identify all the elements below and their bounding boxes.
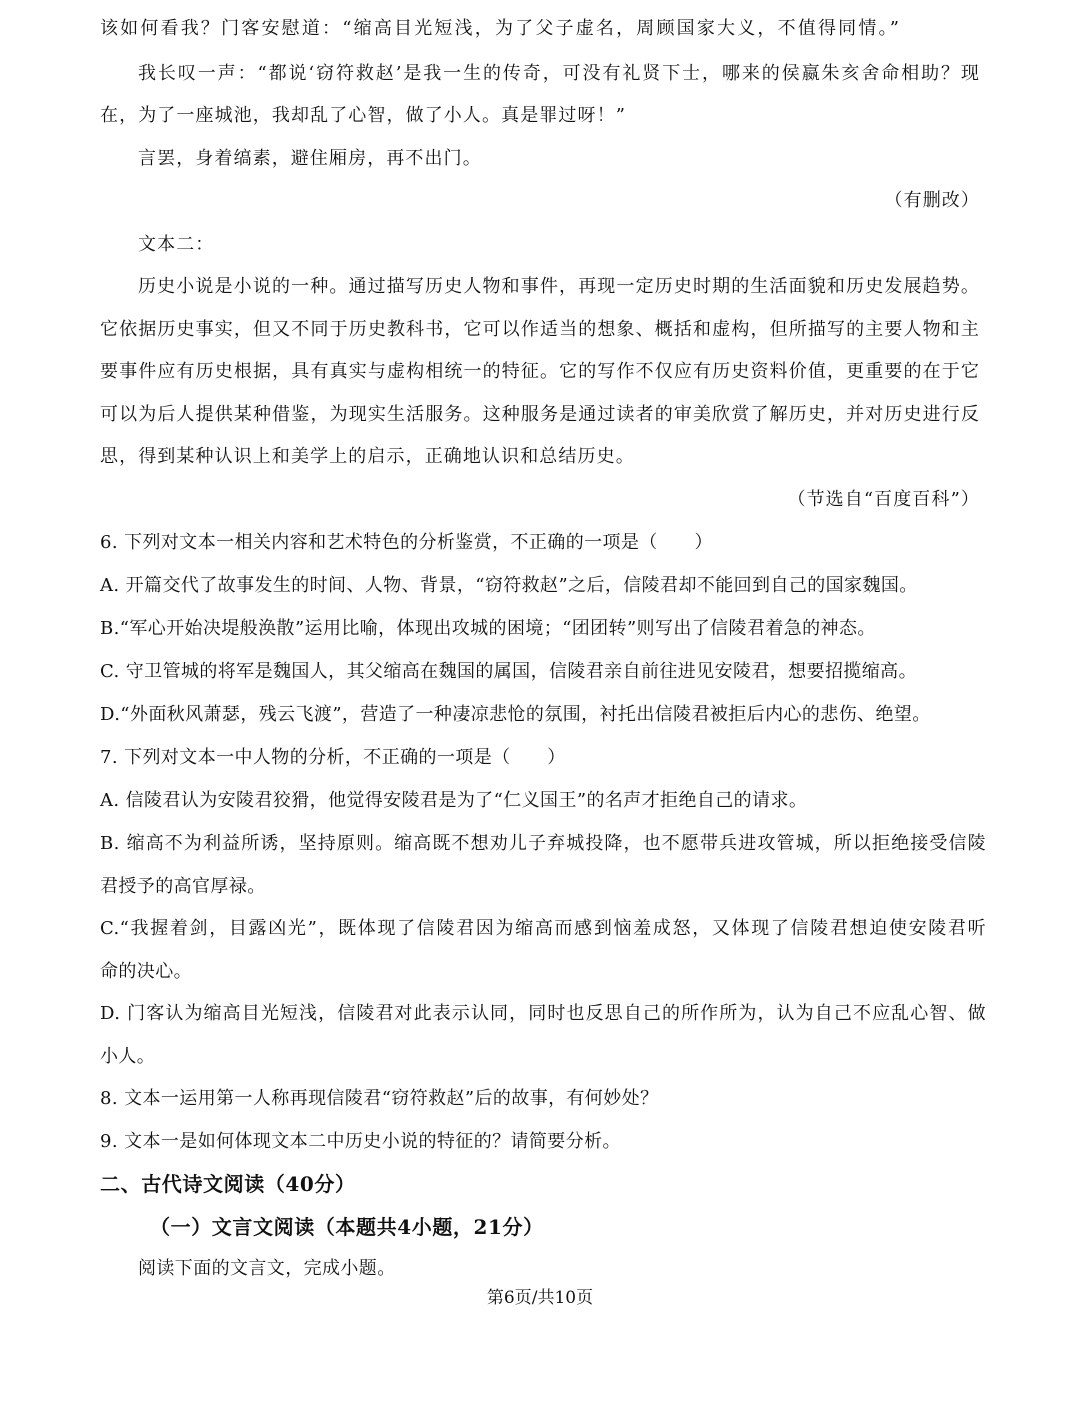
text2-line-1: 历史小说是小说的一种。通过描写历史人物和事件，再现一定历史时期的生活面貌和历史发展趋势。 <box>138 276 980 297</box>
section-instruction: 阅读下面的文言文，完成小题。 <box>138 1258 396 1279</box>
question-7-option-a: A. 信陵君认为安陵君狡猾，他觉得安陵君是为了“仁义国王”的名声才拒绝自己的请求。 <box>100 790 808 811</box>
text2-line-5: 思，得到某种认识上和美学上的启示，正确地认识和总结历史。 <box>100 446 635 467</box>
story-line-1: 该如何看我？门客安慰道：“缩高目光短浅，为了父子虚名，周顾国家大义，不值得同情。” <box>100 18 900 39</box>
source-note-text1: （有删改） <box>884 190 980 211</box>
story-line-2: 我长叹一声：“都说‘窃符救赵’是我一生的传奇，可没有礼贤下士，哪来的侯嬴朱亥舍命相助？现 <box>138 63 980 84</box>
question-8: 8. 文本一运用第一人称再现信陵君“窃符救赵”后的故事，有何妙处？ <box>100 1088 659 1109</box>
question-7-option-d-line1: D. 门客认为缩高目光短浅，信陵君对此表示认同，同时也反思自己的所作所为，认为自己不应乱心智、做 <box>100 1003 986 1024</box>
question-7-option-d-line2: 小人。 <box>100 1046 156 1067</box>
question-7-option-c-line1: C.“我握着剑，目露凶光”，既体现了信陵君因为缩高而感到恼羞成怒，又体现了信陵君想迫使安陵君听 <box>100 918 986 939</box>
question-7-option-c-line2: 命的决心。 <box>100 961 192 982</box>
text2-line-4: 可以为后人提供某种借鉴，为现实生活服务。这种服务是通过读者的审美欣赏了解历史，并对历史进行反 <box>100 404 980 425</box>
question-7-stem: 7. 下列对文本一中人物的分析，不正确的一项是（ ） <box>100 747 566 768</box>
section-subheading: （一）文言文阅读（本题共4小题，21分） <box>150 1215 544 1239</box>
text2-title: 文本二： <box>138 234 215 255</box>
text2-line-3: 要事件应有历史根据，具有真实与虚构相统一的特征。它的写作不仅应有历史资料价值，更重要的在于它 <box>100 361 980 382</box>
text2-line-2: 它依据历史事实，但又不同于历史教科书，它可以作适当的想象、概括和虚构，但所描写的主要人物和主 <box>100 319 980 340</box>
question-6-option-b: B.“军心开始决堤般涣散”运用比喻，体现出攻城的困境；“团团转”则写出了信陵君着急的神态。 <box>100 618 876 639</box>
story-line-3: 在，为了一座城池，我却乱了心智，做了小人。真是罪过呀！” <box>100 105 626 126</box>
question-9: 9. 文本一是如何体现文本二中历史小说的特征的？请简要分析。 <box>100 1131 621 1152</box>
question-6-option-d: D.“外面秋风萧瑟，残云飞渡”，营造了一种凄凉悲怆的氛围，衬托出信陵君被拒后内心的悲伤、绝望。 <box>100 704 931 725</box>
question-7-option-b-line2: 君授予的高官厚禄。 <box>100 876 266 897</box>
question-6-stem: 6. 下列对文本一相关内容和艺术特色的分析鉴赏，不正确的一项是（ ） <box>100 532 713 553</box>
question-7-option-b-line1: B. 缩高不为利益所诱，坚持原则。缩高既不想劝儿子弃城投降，也不愿带兵进攻管城，所以拒绝接受信陵 <box>100 833 986 854</box>
section-heading: 二、古代诗文阅读（40分） <box>100 1172 356 1196</box>
page-number: 第6页/共10页 <box>486 1288 594 1308</box>
question-6-option-c: C. 守卫管城的将军是魏国人，其父缩高在魏国的属国，信陵君亲自前往进见安陵君，想要招揽缩高。 <box>100 661 917 682</box>
story-line-4: 言罢，身着缟素，避住厢房，再不出门。 <box>138 148 482 169</box>
question-6-option-a: A. 开篇交代了故事发生的时间、人物、背景，“窃符救赵”之后，信陵君却不能回到自己的国家魏国。 <box>100 575 918 596</box>
source-note-text2: （节选自“百度百科”） <box>787 489 980 510</box>
